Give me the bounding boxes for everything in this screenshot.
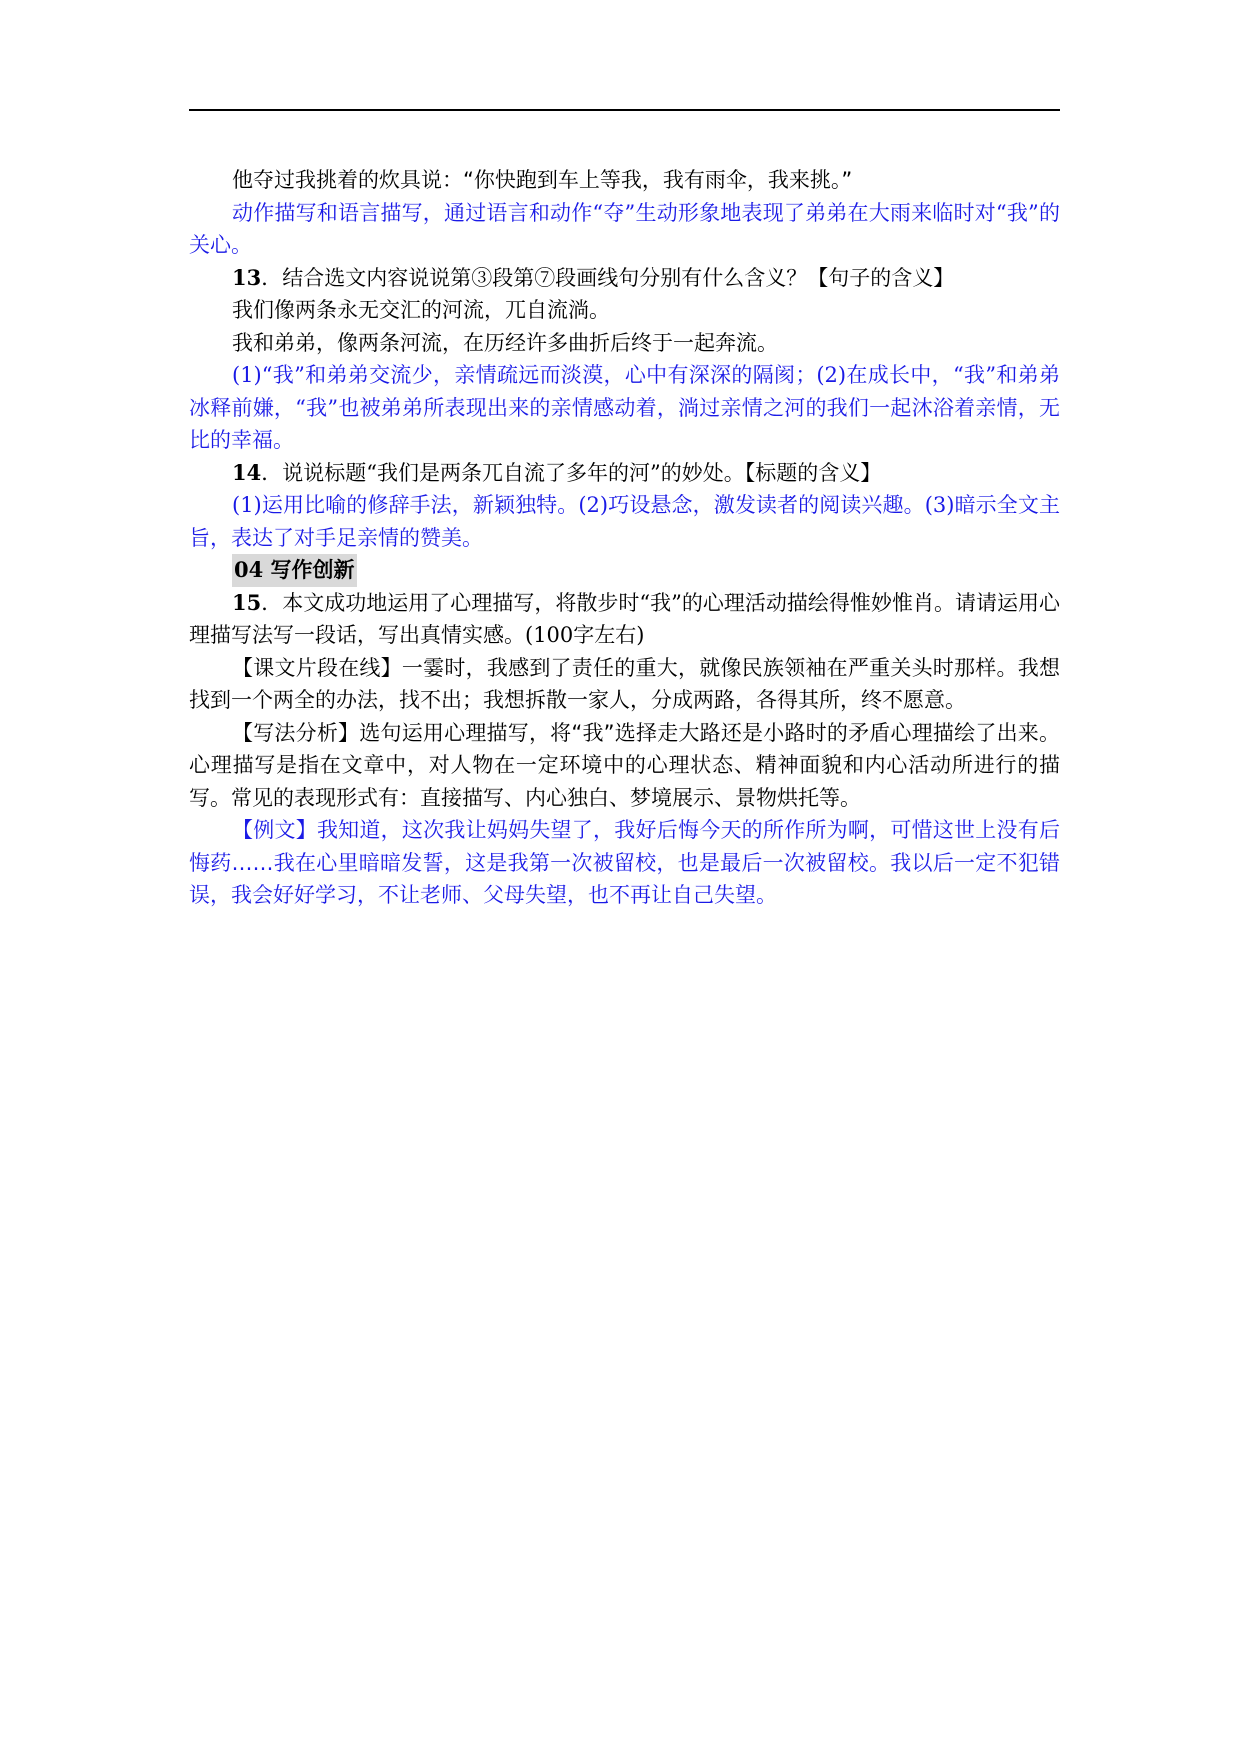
question-13-number: 13	[232, 264, 262, 290]
question-13-tag: 【句子的含义】	[807, 265, 955, 290]
section-heading	[189, 554, 1060, 587]
answer-12: 动作描写和语言描写，通过语言和动作“夺”生动形象地表现了弟弟在大雨来临时对“我”的关心。	[189, 200, 1060, 257]
writing-analysis: 【写法分析】选句运用心理描写，将“我”选择走大路还是小路时的矛盾心理描绘了出来。心理描写是指在文章中，对人物在一定环境中的心理状态、精神面貌和内心活动所进行的描写。常见的表现形式有：直接描写、内心独白、梦境展示、景物烘托等。	[189, 720, 1060, 810]
question-15	[189, 587, 1060, 652]
question-15-text: ．本文成功地运用了心理描写，将散步时“我”的心理活动描绘得惟妙惟肖。请请运用心理描写法写一段话，写出真情实感。(100字左右)	[189, 590, 1060, 647]
q13-sentence-2: 我和弟弟，像两条河流，在历经许多曲折后终于一起奔流。	[232, 330, 778, 355]
section-title: 写作创新	[263, 558, 355, 582]
question-14-tag: 【标题的含义】	[744, 460, 882, 485]
text-excerpt: 【课文片段在线】一霎时，我感到了责任的重大，就像民族领袖在严重关头时那样。我想找到一个两全的办法，找不出；我想拆散一家人，分成两路，各得其所，终不愿意。	[189, 655, 1060, 712]
question-14-number: 14	[232, 459, 262, 485]
q13-sentence-1: 我们像两条永无交汇的河流，兀自流淌。	[232, 298, 610, 322]
answer-13: (1)“我”和弟弟交流少，亲情疏远而淡漠，心中有深深的隔阂；(2)在成长中，“我”和弟弟冰释前嫌，“我”也被弟弟所表现出来的亲情感动着，淌过亲情之河的我们一起沐浴着亲情，无比的幸福。	[189, 363, 1060, 452]
question-13-text: ．结合选文内容说说第③段第⑦段画线句分别有什么含义？	[261, 265, 808, 290]
quoted-sentence: 他夺过我挑着的炊具说：“你快跑到车上等我，我有雨伞，我来挑。”	[232, 168, 853, 192]
header-rule	[189, 109, 1060, 111]
question-15-number: 15	[232, 589, 262, 615]
question-14	[189, 457, 1060, 490]
document-body	[189, 164, 1060, 912]
answer-14: (1)运用比喻的修辞手法，新颖独特。(2)巧设悬念，激发读者的阅读兴趣。(3)暗示全文主旨，表达了对手足亲情的赞美。	[189, 493, 1060, 550]
question-14-text: ．说说标题“我们是两条兀自流了多年的河”的妙处。	[261, 460, 745, 485]
question-13	[189, 262, 1060, 295]
example-essay: 【例文】我知道，这次我让妈妈失望了，我好后悔今天的所作所为啊，可惜这世上没有后悔药……我在心里暗暗发誓，这是我第一次被留校，也是最后一次被留校。我以后一定不犯错误，我会好好学习，不让老师、父母失望，也不再让自己失望。	[189, 818, 1060, 907]
section-number: 04	[234, 557, 264, 582]
section-label	[232, 554, 357, 587]
